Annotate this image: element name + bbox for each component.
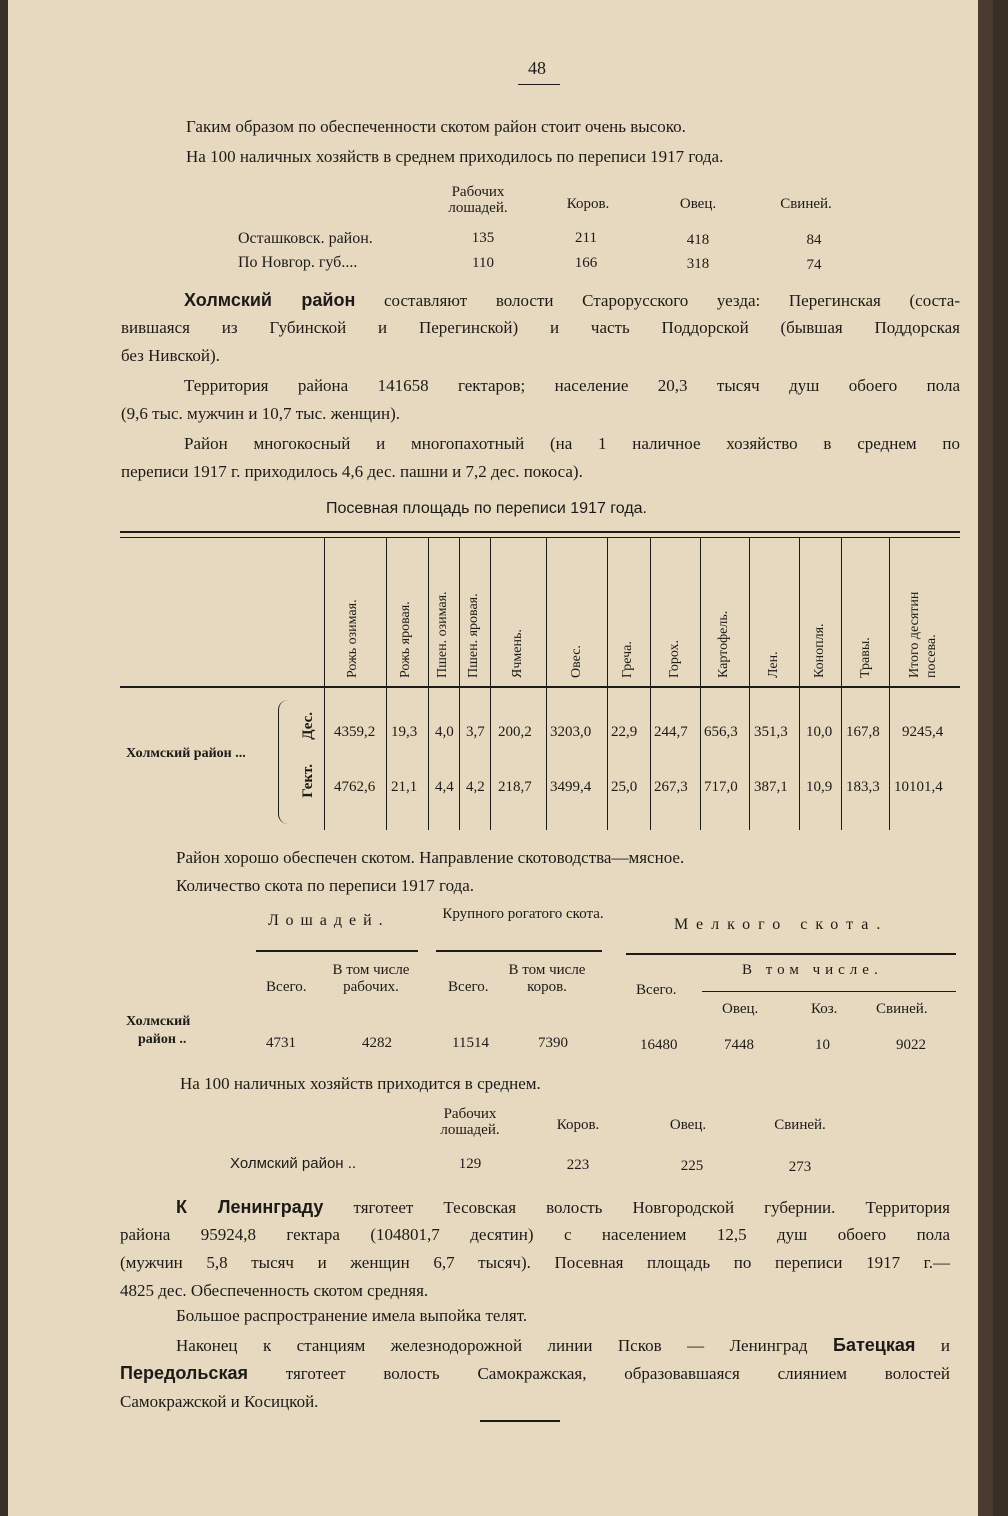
column-header: Греча. <box>620 641 635 678</box>
sown-table-title: Посевная площадь по переписи 1917 года. <box>326 500 647 517</box>
column-header: Рабочих лошадей. <box>448 184 508 216</box>
table-cell: 200,2 <box>498 724 532 740</box>
table-cell: 656,3 <box>704 724 738 740</box>
text-line: 4825 дес. Обеспеченность скотом средняя. <box>120 1281 429 1300</box>
column-header: Пшен. озимая. <box>435 591 450 678</box>
table-cell: 211 <box>575 230 597 246</box>
sub-header: Овец. <box>722 1001 759 1017</box>
row-label: Холмский район ... <box>126 746 246 761</box>
page-number-underline <box>518 84 560 85</box>
text-line: тяготеет Тесовская волость Новгородской губернии. Территория <box>353 1198 950 1217</box>
table-cell: 351,3 <box>754 724 788 740</box>
rule <box>120 537 960 538</box>
table-cell: 167,8 <box>846 724 880 740</box>
table-cell: 7448 <box>724 1037 754 1053</box>
table-cell: 4731 <box>266 1035 296 1051</box>
paragraph-1b <box>186 143 938 171</box>
table-cell: 717,0 <box>704 779 738 795</box>
brace <box>278 700 293 824</box>
column-header: Картофель. <box>716 610 731 678</box>
column-header: Травы. <box>858 637 873 678</box>
sub-header: Свиней. <box>876 1001 928 1017</box>
table-cell: 4762,6 <box>334 779 376 795</box>
sub-header: Всего. <box>448 979 489 995</box>
rule <box>428 538 429 830</box>
table-cell: 135 <box>471 230 495 246</box>
rule <box>799 538 800 830</box>
text-line: тяготеет волость Самокражская, образовавшаяся слиянием волостей <box>285 1364 951 1383</box>
book-edge <box>978 0 993 1516</box>
text-line: На 100 наличных хозяйств в среднем приходилось по переписи 1917 года. <box>186 147 724 166</box>
row-label: Холмский район .. <box>230 1155 357 1172</box>
table-cell: 223 <box>566 1157 590 1173</box>
paragraph-cattle <box>176 844 866 900</box>
column-header: Коров. <box>556 1117 600 1133</box>
paragraph-stations-b <box>120 1359 950 1416</box>
text-line: района 95924,8 гектара (104801,7 десятин) с населением 12,5 душ обоего пола <box>120 1225 950 1244</box>
table-cell: 166 <box>574 255 598 271</box>
paragraph-1 <box>186 113 866 141</box>
rule <box>546 538 547 830</box>
closing-rule <box>480 1420 560 1422</box>
group-header-small: Мелкого скота. <box>674 916 889 933</box>
table-cell: 11514 <box>452 1035 489 1051</box>
paragraph-calves <box>176 1302 776 1330</box>
rule <box>436 950 602 952</box>
column-header: Горох. <box>667 639 682 678</box>
rule <box>386 538 387 830</box>
rule <box>841 538 842 830</box>
table-cell: 183,3 <box>846 779 880 795</box>
column-header: Лен. <box>766 651 781 678</box>
table-cell: 84 <box>806 232 822 248</box>
row-label: Осташковск. район. <box>238 230 373 247</box>
table-cell: 7390 <box>538 1035 568 1051</box>
text-line: (9,6 тыс. мужчин и 10,7 тыс. женщин). <box>121 404 401 423</box>
table-cell: 9245,4 <box>902 724 944 740</box>
rule <box>256 950 418 952</box>
table-cell: 4,4 <box>435 779 454 795</box>
column-header: Пшен. яровая. <box>466 593 481 678</box>
paragraph-leningrad <box>176 1193 950 1222</box>
rule <box>324 538 325 830</box>
text-line: без Нивской). <box>121 346 220 365</box>
rule <box>120 531 960 533</box>
table-cell: 74 <box>806 257 822 273</box>
column-header: Конопля. <box>812 623 827 678</box>
station-batetskaya: Батецкая <box>833 1335 916 1355</box>
column-header: Итого десятин посева. <box>907 591 939 678</box>
row-label: Холмский <box>126 1014 191 1029</box>
column-header: Овец. <box>679 196 717 212</box>
station-peredolskaya: Передольская <box>120 1363 248 1383</box>
heading-to-leningrad: К Ленинграду <box>176 1197 324 1217</box>
column-header: Рожь яровая. <box>398 601 413 678</box>
table-cell: 225 <box>680 1158 704 1174</box>
column-header: Рожь озимая. <box>345 599 360 678</box>
group-header-cattle: Крупного рогатого скота. <box>442 906 604 922</box>
sub-header: Коз. <box>811 1001 838 1017</box>
table-cell: 4359,2 <box>334 724 376 740</box>
book-page <box>8 0 993 1516</box>
table-cell: 10101,4 <box>894 779 943 795</box>
table-cell: 418 <box>686 232 710 248</box>
text-line: Гаким образом по обеспеченности скотом район стоит очень высоко. <box>186 117 686 136</box>
table-cell: 19,3 <box>391 724 418 740</box>
column-header: Овес. <box>569 645 584 678</box>
text-line: Район многокосный и многопахотный (на 1 наличное хозяйство в среднем по <box>184 434 960 453</box>
paragraph-kholm-b <box>121 314 960 370</box>
column-header: Свиней. <box>780 196 832 212</box>
rule <box>749 538 750 830</box>
column-header: Коров. <box>566 196 610 212</box>
table-cell: 110 <box>472 255 494 271</box>
rule <box>650 538 651 830</box>
rule <box>889 538 890 830</box>
paragraph-mowing <box>184 430 960 458</box>
rule <box>120 686 960 688</box>
text-line: Самокражской и Косицкой. <box>120 1392 319 1411</box>
text-line: Большое распространение имела выпойка телят. <box>176 1306 528 1325</box>
rule <box>459 538 460 830</box>
unit-label: Дес. <box>300 712 316 740</box>
text-line: Территория района 141658 гектаров; население 20,3 тысяч душ обоего пола <box>184 376 960 395</box>
row-label: По Новгор. губ.... <box>238 254 358 271</box>
paragraph-leningrad-b <box>120 1221 950 1305</box>
table-cell: 273 <box>788 1159 812 1175</box>
paragraph-mowing-b <box>121 458 960 486</box>
table-cell: 4,2 <box>466 779 485 795</box>
column-header: Свиней. <box>774 1117 826 1133</box>
sub-header: Всего. <box>636 982 677 998</box>
table-cell: 16480 <box>640 1037 678 1053</box>
table-cell: 9022 <box>896 1037 926 1053</box>
table-cell: 10,9 <box>806 779 833 795</box>
paragraph-territory-b <box>121 400 960 428</box>
table-cell: 25,0 <box>611 779 638 795</box>
group-header-horses: Лошадей. <box>268 912 390 929</box>
sub-header: В том числе рабочих. <box>332 962 410 995</box>
table-cell: 129 <box>458 1156 482 1172</box>
table-cell: 3203,0 <box>550 724 592 740</box>
sub-header: В том числе. <box>742 962 883 978</box>
table-cell: 22,9 <box>611 724 638 740</box>
sub-header: В том числе коров. <box>508 962 586 995</box>
table-cell: 10 <box>815 1037 830 1053</box>
paragraph-stations <box>176 1331 950 1360</box>
text-line: Район хорошо обеспечен скотом. Направление скотоводства—мясное. <box>176 848 685 867</box>
column-header: Рабочих лошадей. <box>440 1106 500 1138</box>
text-line: На 100 наличных хозяйств приходится в среднем. <box>180 1074 541 1093</box>
page-number: 48 <box>528 58 546 78</box>
table-cell: 4282 <box>362 1035 392 1051</box>
table-cell: 10,0 <box>806 724 833 740</box>
text-line: составляют волости Старорусского уезда: Перегинская (соста- <box>383 291 961 310</box>
text-line: переписи 1917 г. приходилось 4,6 дес. пашни и 7,2 дес. покоса). <box>121 462 583 481</box>
rule <box>626 953 956 955</box>
text-line: Наконец к станциям железнодорожной линии Псков — Ленинград <box>176 1336 808 1355</box>
unit-label: Гект. <box>300 764 316 798</box>
rule <box>490 538 491 830</box>
table-cell: 387,1 <box>754 779 788 795</box>
table-cell: 318 <box>686 256 710 272</box>
table-cell: 21,1 <box>391 779 418 795</box>
text-line: Количество скота по переписи 1917 года. <box>176 876 475 895</box>
row-label: район .. <box>138 1032 187 1047</box>
rule <box>607 538 608 830</box>
column-header: Овец. <box>669 1117 707 1133</box>
table-cell: 3,7 <box>466 724 485 740</box>
paragraph-per-100 <box>180 1070 700 1098</box>
sub-header: Всего. <box>266 979 307 995</box>
text-line: вившаяся из Губинской и Перегинской) и часть Поддорской (бывшая Поддорская <box>121 318 960 337</box>
table-cell: 244,7 <box>654 724 688 740</box>
text-line: (мужчин 5,8 тысяч и женщин 6,7 тысяч). Посевная площадь по переписи 1917 г.— <box>120 1253 950 1272</box>
rule <box>700 538 701 830</box>
text-line: и <box>940 1336 950 1355</box>
rule <box>702 991 956 992</box>
table-cell: 267,3 <box>654 779 688 795</box>
heading-kholm-district: Холмский район <box>184 290 356 310</box>
table-cell: 3499,4 <box>550 779 592 795</box>
paragraph-kholm <box>184 286 960 315</box>
paragraph-territory <box>184 372 960 400</box>
table-cell: 4,0 <box>435 724 454 740</box>
table-cell: 218,7 <box>498 779 532 795</box>
column-header: Ячмень. <box>510 629 525 678</box>
